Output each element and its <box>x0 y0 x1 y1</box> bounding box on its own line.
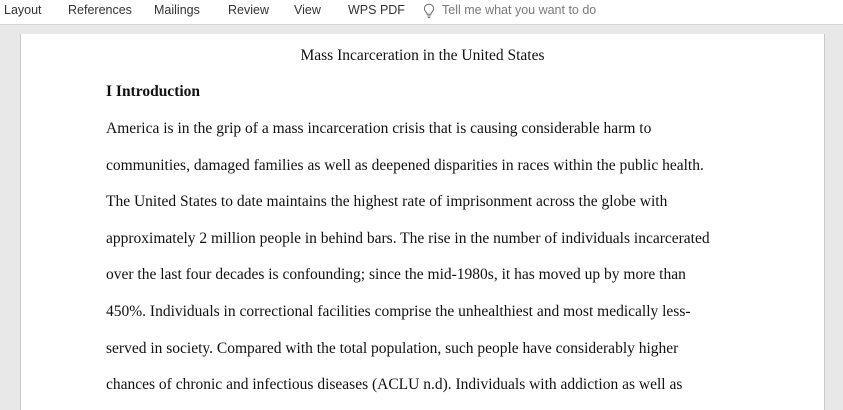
paragraph-line: communities, damaged families as well as deepened disparities in races within the public health. <box>106 157 704 174</box>
tab-view[interactable]: View <box>294 3 321 17</box>
tab-mailings[interactable]: Mailings <box>154 3 200 17</box>
ribbon-tab-bar <box>0 0 843 25</box>
lightbulb-icon <box>423 3 435 19</box>
document-title: Mass Incarceration in the United States <box>300 47 545 64</box>
paragraph-line: chances of chronic and infectious diseases (ACLU n.d). Individuals with addiction as well as <box>106 376 683 393</box>
paragraph-line: The United States to date maintains the highest rate of imprisonment across the globe with <box>106 193 668 210</box>
tab-references[interactable]: References <box>68 3 132 17</box>
paragraph-line: served in society. Compared with the total population, such people have considerably higher <box>106 340 679 357</box>
paragraph-line: over the last four decades is confounding; since the mid-1980s, it has moved up by more than <box>106 266 686 283</box>
paragraph-line: approximately 2 million people in behind bars. The rise in the number of individuals incarcerated <box>106 230 710 247</box>
tab-layout[interactable]: Layout <box>4 3 42 17</box>
tab-wps-pdf[interactable]: WPS PDF <box>348 3 405 17</box>
tab-review[interactable]: Review <box>228 3 269 17</box>
document-page[interactable] <box>20 34 825 410</box>
paragraph-line: 450%. Individuals in correctional facilities comprise the unhealthiest and most medically less- <box>106 303 691 320</box>
section-heading: I Introduction <box>106 83 201 100</box>
paragraph-line: America is in the grip of a mass incarceration crisis that is causing considerable harm to <box>106 120 652 137</box>
tell-me-placeholder: Tell me what you want to do <box>442 3 597 17</box>
